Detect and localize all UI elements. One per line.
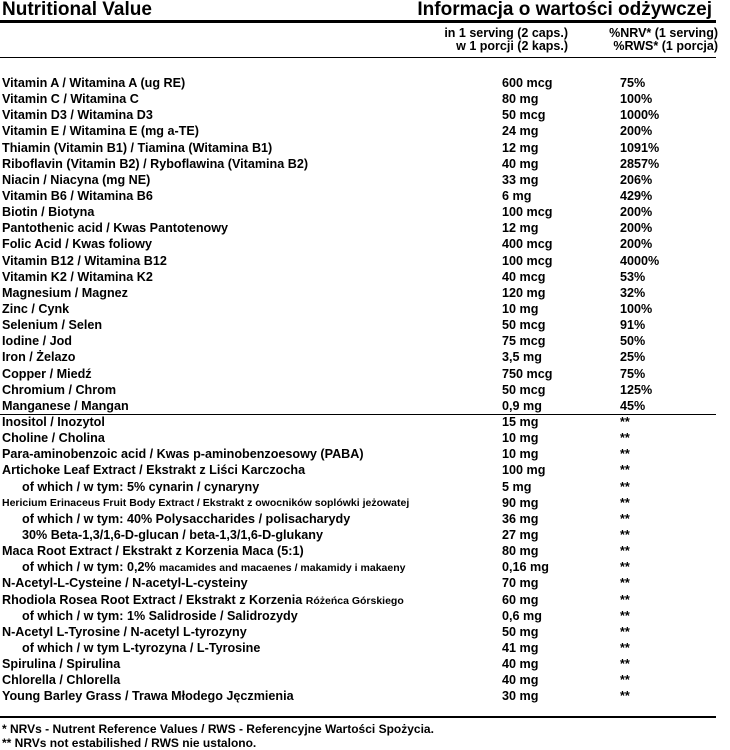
ingredient-name: [22, 559, 405, 576]
nutrition-table: [2, 75, 718, 704]
table-row: [2, 140, 718, 156]
ingredient-name: Manganese / Mangan: [2, 398, 129, 413]
nrv-percent: 1000%: [620, 108, 660, 123]
amount-per-serving: 600 mcg: [502, 76, 553, 90]
ingredient-name: Vitamin B12 / Witamina B12: [2, 253, 167, 268]
ingredient-name: 30% Beta-1,3/1,6-D-glucan / beta-1,3/1,6-D-glukany: [22, 527, 323, 542]
ingredient-name-part: of which / w tym: 0,2%: [22, 560, 160, 575]
ingredient-name: Biotin / Biotyna: [2, 205, 95, 220]
table-row: [2, 608, 718, 624]
amount-per-serving: 30 mg: [502, 689, 539, 704]
amount-per-serving: 24 mg: [502, 124, 539, 139]
ingredient-name: Vitamin C / Witamina C: [2, 92, 139, 107]
nrv-percent: **: [620, 511, 630, 526]
nrv-percent: **: [620, 608, 630, 623]
table-row: [2, 446, 718, 462]
amount-per-serving: 50 mg: [502, 624, 539, 639]
ingredient-name: Choline / Cholina: [2, 431, 105, 446]
nrv-percent: 75%: [620, 366, 646, 381]
nrv-percent: **: [620, 689, 630, 704]
amount-per-serving: 10 mg: [502, 431, 539, 446]
amount-per-serving: 15 mg: [502, 414, 539, 429]
header: [0, 0, 716, 22]
ingredient-name: Selenium / Selen: [2, 318, 103, 333]
nrv-percent: 91%: [620, 318, 646, 333]
nrv-percent: 1091%: [620, 140, 660, 155]
amount-per-serving: 0,9 mg: [502, 398, 542, 413]
amount-per-serving: 0,6 mg: [502, 608, 542, 623]
ingredient-name: Folic Acid / Kwas foliowy: [2, 237, 152, 252]
serving-header-line-2: w 1 porcji (2 kaps.): [456, 39, 568, 53]
ingredient-name: N-Acetyl-L-Cysteine / N-acetyl-L-cysteiny: [2, 576, 248, 591]
table-row: [2, 349, 718, 365]
table-row: [2, 656, 718, 672]
section-divider: [0, 414, 716, 415]
table-row: [2, 398, 718, 414]
ingredient-name-part-small: macamides and macaenes / makamidy i makaeny: [159, 562, 406, 575]
table-row: [2, 688, 718, 704]
table-row: [2, 495, 718, 511]
table-row: [2, 479, 718, 495]
ingredient-name: Spirulina / Spirulina: [2, 657, 121, 672]
table-row: [2, 91, 718, 107]
amount-per-serving: 27 mg: [502, 527, 539, 542]
amount-per-serving: 50 mcg: [502, 108, 546, 123]
amount-per-serving: 41 mg: [502, 640, 539, 655]
ingredient-name: Vitamin K2 / Witamina K2: [2, 269, 153, 284]
table-row: [2, 204, 718, 220]
table-row: [2, 430, 718, 446]
amount-per-serving: 40 mcg: [502, 269, 546, 284]
amount-per-serving: 100 mcg: [502, 253, 553, 268]
header-rule: [0, 20, 716, 23]
nrv-percent: 200%: [620, 205, 653, 220]
ingredient-name: Vitamin E / Witamina E (mg a-TE): [2, 124, 199, 139]
nrv-percent: 100%: [620, 92, 653, 107]
table-row: [2, 366, 718, 382]
table-row: [2, 511, 718, 527]
amount-per-serving: 60 mg: [502, 592, 539, 607]
title-left: Nutritional Value: [2, 0, 152, 20]
table-row: [2, 462, 718, 478]
amount-per-serving: 10 mg: [502, 301, 539, 316]
table-row: [2, 107, 718, 123]
ingredient-name: Chlorella / Chlorella: [2, 673, 121, 688]
ingredient-name: [2, 592, 404, 609]
amount-per-serving: 80 mg: [502, 544, 539, 559]
serving-column-header: [370, 27, 568, 53]
amount-per-serving: 50 mcg: [502, 382, 546, 397]
amount-per-serving: 0,16 mg: [502, 560, 549, 575]
table-row: [2, 672, 718, 688]
ingredient-name: of which / w tym: 1% Salidroside / Salidrozydy: [22, 608, 298, 623]
ingredient-name: Artichoke Leaf Extract / Ekstrakt z Liści Karczocha: [2, 463, 306, 478]
amount-per-serving: 750 mcg: [502, 366, 553, 381]
nrv-percent: 200%: [620, 221, 653, 236]
nrv-percent: **: [620, 592, 630, 607]
ingredient-name: Thiamin (Vitamin B1) / Tiamina (Witamina B1): [2, 140, 273, 155]
ingredient-name: Inositol / Inozytol: [2, 414, 105, 429]
ingredient-name: N-Acetyl L-Tyrosine / N-acetyl L-tyrozyny: [2, 624, 247, 639]
amount-per-serving: 80 mg: [502, 92, 539, 107]
amount-per-serving: 10 mg: [502, 447, 539, 462]
ingredient-name: Niacin / Niacyna (mg NE): [2, 172, 151, 187]
nrv-percent: 4000%: [620, 253, 660, 268]
nrv-percent: 25%: [620, 350, 646, 365]
amount-per-serving: 40 mg: [502, 673, 539, 688]
amount-per-serving: 40 mg: [502, 156, 539, 171]
ingredient-name: of which / w tym: 5% cynarin / cynaryny: [22, 479, 260, 494]
amount-per-serving: 400 mcg: [502, 237, 553, 252]
ingredient-name: Vitamin B6 / Witamina B6: [2, 188, 153, 203]
table-row: [2, 269, 718, 285]
table-row: [2, 382, 718, 398]
nrv-percent: 200%: [620, 124, 653, 139]
nrv-percent: **: [620, 560, 630, 575]
amount-per-serving: 33 mg: [502, 172, 539, 187]
nrv-percent: **: [620, 479, 630, 494]
ingredient-name: Copper / Miedź: [2, 366, 92, 381]
nrv-header-line-2: %RWS* (1 porcja): [613, 39, 718, 53]
amount-per-serving: 120 mg: [502, 285, 546, 300]
nrv-percent: 100%: [620, 301, 653, 316]
ingredient-name: Maca Root Extract / Ekstrakt z Korzenia Maca (5:1): [2, 544, 304, 559]
amount-per-serving: 3,5 mg: [502, 350, 542, 365]
table-row: [2, 575, 718, 591]
nrv-percent: **: [620, 431, 630, 446]
table-row: [2, 285, 718, 301]
footnote-1: * NRVs - Nutrent Reference Values / RWS - Referencyjne Wartości Spożycia.: [2, 722, 434, 736]
ingredient-name: Iron / Żelazo: [2, 350, 76, 365]
amount-per-serving: 5 mg: [502, 479, 532, 494]
table-row: [2, 156, 718, 172]
serving-header-line-1: in 1 serving (2 caps.): [444, 26, 568, 40]
nrv-percent: **: [620, 640, 630, 655]
nrv-percent: **: [620, 576, 630, 591]
amount-per-serving: 100 mg: [502, 463, 546, 478]
ingredient-name: Hericium Erinaceus Fruit Body Extract / Ekstrakt z owocników soplówki jeżowatej: [2, 496, 410, 509]
table-bottom-rule: [0, 716, 716, 718]
nrv-percent: 75%: [620, 76, 646, 90]
ingredient-name: of which / w tym: 40% Polysaccharides / polisacharydy: [22, 511, 351, 526]
nrv-percent: 32%: [620, 285, 646, 300]
ingredient-name: Magnesium / Magnez: [2, 285, 128, 300]
amount-per-serving: 70 mg: [502, 576, 539, 591]
nrv-percent: **: [620, 544, 630, 559]
ingredient-name: Pantothenic acid / Kwas Pantotenowy: [2, 221, 229, 236]
table-row: [2, 317, 718, 333]
nrv-percent: 200%: [620, 237, 653, 252]
amount-per-serving: 36 mg: [502, 511, 539, 526]
table-row: [2, 123, 718, 139]
nrv-percent: 206%: [620, 172, 653, 187]
nrv-percent: 429%: [620, 188, 653, 203]
table-row: [2, 592, 718, 608]
nrv-percent: 2857%: [620, 156, 660, 171]
amount-per-serving: 90 mg: [502, 495, 539, 510]
nrv-percent: 45%: [620, 398, 646, 413]
amount-per-serving: 40 mg: [502, 657, 539, 672]
column-header-rule: [0, 57, 716, 58]
nrv-percent: **: [620, 447, 630, 462]
ingredient-name: Vitamin D3 / Witamina D3: [2, 108, 153, 123]
table-row: [2, 527, 718, 543]
ingredient-name-part-small: Różeńca Górskiego: [305, 594, 404, 607]
table-row: [2, 559, 718, 575]
table-row: [2, 640, 718, 656]
nrv-percent: **: [620, 463, 630, 478]
ingredient-name: Iodine / Jod: [2, 334, 72, 349]
amount-per-serving: 6 mg: [502, 188, 532, 203]
table-row: [2, 301, 718, 317]
amount-per-serving: 12 mg: [502, 140, 539, 155]
title-right: Informacja o wartości odżywczej: [417, 0, 712, 20]
table-row: [2, 414, 718, 430]
ingredient-name: Para-aminobenzoic acid / Kwas p-aminobenzoesowy (PABA): [2, 447, 364, 462]
ingredient-name: Zinc / Cynk: [2, 301, 70, 316]
table-row: [2, 543, 718, 559]
footnote-2: ** NRVs not estabilished / RWS nie ustalono.: [2, 736, 257, 750]
nrv-percent: **: [620, 624, 630, 639]
ingredient-name: Vitamin A / Witamina A (ug RE): [2, 76, 186, 90]
amount-per-serving: 100 mcg: [502, 205, 553, 220]
table-row: [2, 333, 718, 349]
nrv-column-header: [570, 27, 718, 53]
nrv-percent: **: [620, 495, 630, 510]
nrv-percent: **: [620, 527, 630, 542]
table-row: [2, 220, 718, 236]
table-row: [2, 253, 718, 269]
ingredient-name: of which / w tym L-tyrozyna / L-Tyrosine: [22, 640, 261, 655]
nrv-percent: 53%: [620, 269, 646, 284]
ingredient-name-part: Rhodiola Rosea Root Extract / Ekstrakt z Korzenia: [2, 592, 306, 607]
nrv-percent: 125%: [620, 382, 653, 397]
amount-per-serving: 12 mg: [502, 221, 539, 236]
table-row: [2, 75, 718, 91]
table-row: [2, 624, 718, 640]
nrv-percent: **: [620, 673, 630, 688]
nrv-percent: 50%: [620, 334, 646, 349]
table-row: [2, 188, 718, 204]
nrv-percent: **: [620, 657, 630, 672]
table-row: [2, 172, 718, 188]
amount-per-serving: 75 mcg: [502, 334, 546, 349]
nrv-percent: **: [620, 414, 630, 429]
ingredient-name: Young Barley Grass / Trawa Młodego Jęczmienia: [2, 689, 294, 704]
ingredient-name: Chromium / Chrom: [2, 382, 117, 397]
ingredient-name: Riboflavin (Vitamin B2) / Ryboflawina (Vitamina B2): [2, 156, 309, 171]
nrv-header-line-1: %NRV* (1 serving): [609, 26, 718, 40]
amount-per-serving: 50 mcg: [502, 318, 546, 333]
table-row: [2, 236, 718, 252]
